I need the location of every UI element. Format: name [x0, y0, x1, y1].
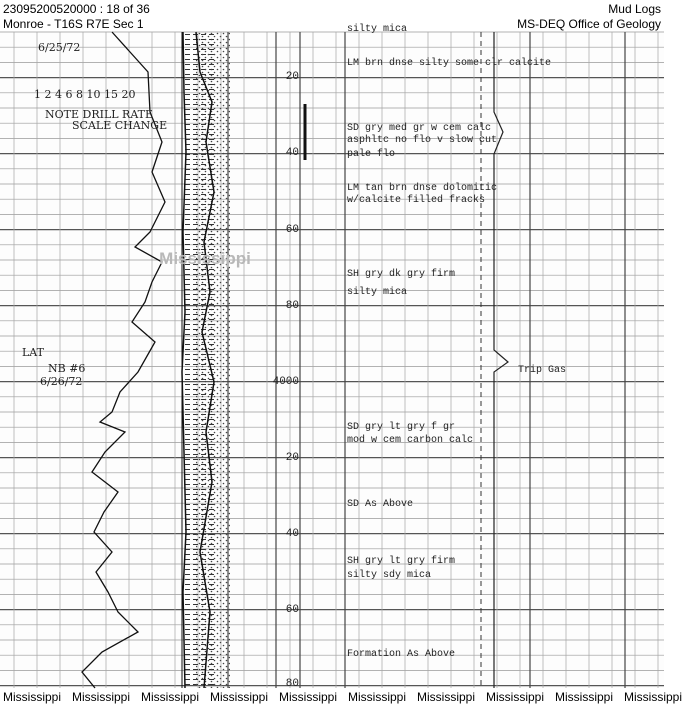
note-line-1: NOTE DRILL RATE [45, 108, 154, 121]
trip-gas-label: Trip Gas [518, 365, 567, 376]
depth-label: 40 [285, 147, 299, 159]
drill-rate-scale: 1 2 4 6 8 10 15 20 [34, 88, 136, 101]
agency-label: MS-DEQ Office of Geology [517, 17, 661, 31]
footer-watermark-text: Mississippi [210, 690, 269, 704]
bit-number-label: NB #6 [48, 362, 86, 375]
lithology-description: SD As Above [347, 499, 414, 510]
depth-label: 80 [285, 678, 299, 690]
footer-watermark-text: Mississippi [141, 690, 200, 704]
lithology-description: SH gry dk gry firm [347, 269, 456, 280]
depth-label: 20 [285, 452, 299, 464]
depth-label: 60 [285, 604, 299, 616]
lithology-description: SD gry lt gry f gr [347, 422, 456, 433]
date-label-1: 6/25/72 [38, 41, 81, 54]
footer-watermark-text: Mississippi [72, 690, 131, 704]
lat-label: LAT [22, 346, 44, 359]
lithology-description: mod w cem carbon calc [347, 435, 474, 446]
depth-label: 60 [285, 224, 299, 236]
lithology-description: LM brn dnse silty some clr calcite [347, 58, 552, 69]
footer-watermark-text: Mississippi [555, 690, 614, 704]
depth-label: 40 [285, 528, 299, 540]
watermark: Mississippi [159, 249, 251, 268]
footer-watermark-text: Mississippi [486, 690, 545, 704]
lithology-description: silty sdy mica [347, 570, 432, 581]
footer-watermark-text: Mississippi [3, 690, 62, 704]
location-label: Monroe - T16S R7E Sec 1 [3, 17, 144, 31]
lithology-description: SD gry med gr w cem calc [347, 123, 492, 134]
depth-label: 4000 [272, 376, 299, 388]
footer-watermark-text: Mississippi [624, 690, 682, 704]
footer-watermark-strip [0, 688, 682, 705]
lithology-description: silty mica [347, 24, 408, 35]
lithology-description: SH gry lt gry firm [347, 556, 456, 567]
lithology-description: w/calcite filled fracks [347, 195, 486, 206]
lithology-description: Formation As Above [347, 649, 456, 660]
lithology-description: silty mica [347, 287, 408, 298]
date-label-2: 6/26/72 [40, 375, 83, 388]
lithology-description: LM tan brn dnse dolomitic [347, 183, 498, 194]
lithology-description: asphltc no flo v slow cut [347, 135, 498, 146]
note-line-2: SCALE CHANGE [72, 119, 168, 132]
footer-watermark-text: Mississippi [279, 690, 338, 704]
lithology-description: pale flo [347, 149, 396, 160]
footer-watermark-text: Mississippi [417, 690, 476, 704]
lithology-column [182, 32, 230, 688]
well-id-page-label: 23095200520000 : 18 of 36 [3, 2, 150, 16]
depth-label: 80 [285, 300, 299, 312]
footer-watermark-text: Mississippi [348, 690, 407, 704]
document-type-label: Mud Logs [608, 2, 661, 16]
depth-label: 20 [285, 71, 299, 83]
